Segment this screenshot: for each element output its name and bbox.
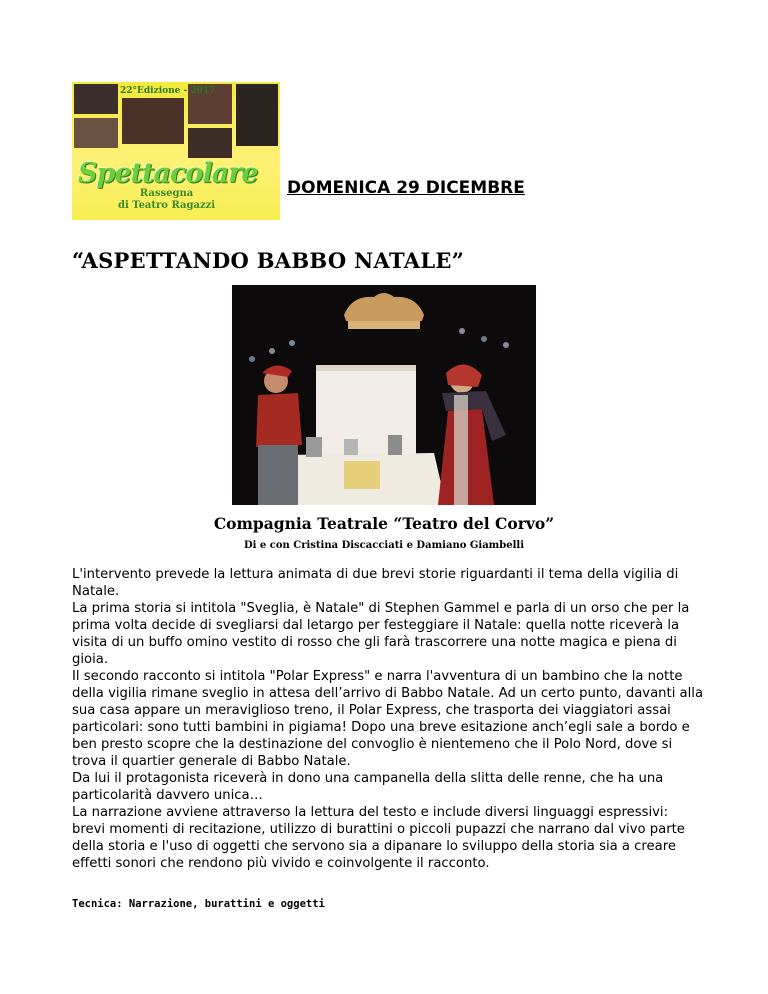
description-paragraph: L'intervento prevede la lettura animata di due brevi storie riguardanti il tema della vigilia di Natale. — [72, 567, 679, 599]
stage-photo — [232, 285, 536, 505]
event-date: DOMENICA 29 DICEMBRE — [287, 178, 525, 198]
logo-subtitle: Rassegna di Teatro Ragazzi — [118, 188, 216, 211]
company-credits: Di e con Cristina Discacciati e Damiano Giambelli — [243, 540, 525, 551]
description-paragraph: Il secondo racconto si intitola "Polar Express" e narra l'avventura di un bambino che la notte della vigilia rimane sveglio in attesa dell’arrivo di Babbo Natale. Ad un certo punto, davanti alla sua casa appare un meraviglioso treno, il Polar Express, che trasporta dei viaggiatori assai particolari: sono tutti bambini in pigiama! Dopo una breve esitazione anch’egli sale a bordo e ben presto scopre che la destinazione del convoglio è nientemeno che il Polo Nord, dove si trova il quartier generale di Babbo Natale. — [72, 669, 704, 769]
stage-photo-illustration — [232, 285, 536, 505]
logo-photo — [74, 118, 118, 148]
company-name: Compagnia Teatrale “Teatro del Corvo” — [213, 514, 555, 533]
logo-photo — [236, 84, 278, 146]
logo-photo — [122, 98, 184, 144]
description-paragraph: Da lui il protagonista riceverà in dono una campanella della slitta delle renne, che ha una particolarità davvero unica… — [72, 771, 664, 803]
festival-logo — [72, 82, 280, 220]
event-title: “ASPETTANDO BABBO NATALE” — [72, 248, 465, 273]
description-paragraph: La narrazione avviene attraverso la lettura del testo e include diversi linguaggi espressivi: brevi momenti di recitazione, utilizzo di burattini o piccoli pupazzi che narrano dal vivo parte della storia e l'uso di oggetti che servono sia a dipanare lo sviluppo della storia sia a creare effetti sonori che rendono più vivido e coinvolgente il racconto. — [72, 805, 685, 871]
logo-photo — [188, 128, 232, 158]
logo-edition: 22°Edizione - 2017 — [120, 86, 216, 96]
logo-photo — [74, 84, 118, 114]
description-paragraph: La prima storia si intitola "Sveglia, è Natale" di Stephen Gammel e parla di un orso che per la prima volta decide di svegliarsi dal letargo per festeggiare il Natale: quella notte riceverà la visita di un buffo omino vestito di rosso che gli farà trascorrere una notte magica e piena di gioia. — [72, 601, 690, 667]
description — [72, 566, 704, 872]
technique-line: Tecnica: Narrazione, burattini e oggetti — [72, 898, 325, 910]
logo-brand: Spettacolare — [78, 158, 258, 189]
